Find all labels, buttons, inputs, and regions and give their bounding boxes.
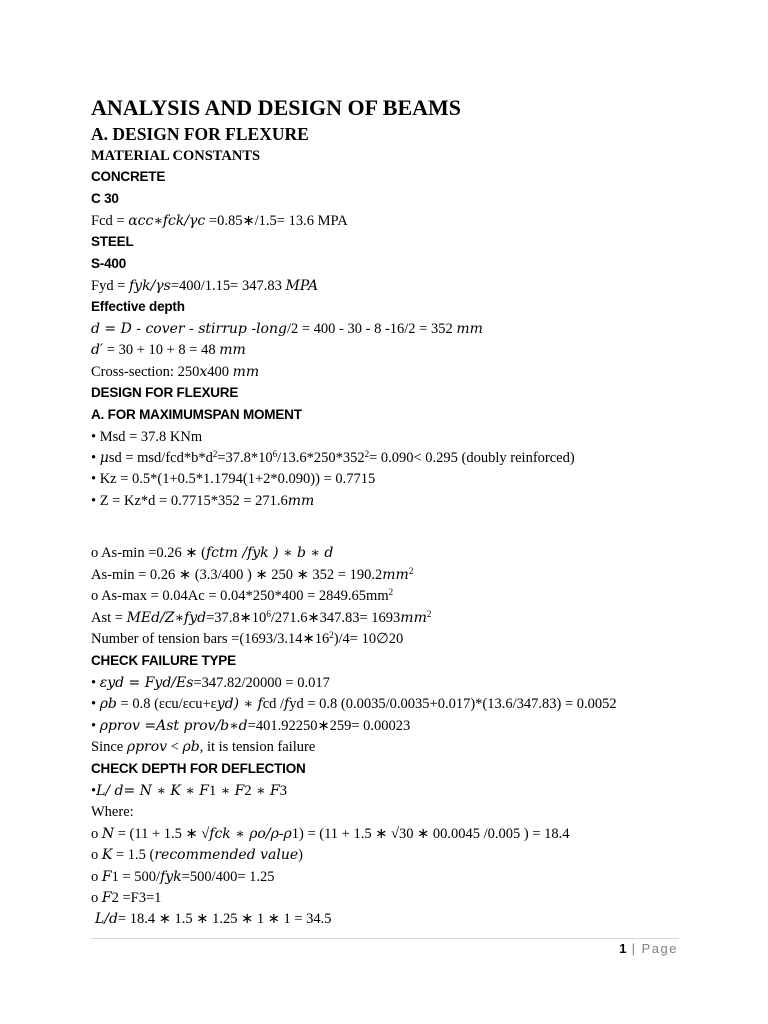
asmin-formula-line: o As-min =0.26 ∗ (fctm /fyk ) ∗ b ∗ d: [91, 545, 334, 561]
heading-s400: S-400: [91, 256, 127, 271]
page-number: 1: [619, 941, 627, 956]
where-line: Where:: [91, 804, 134, 820]
ast-line: Ast = MEd/$Z∗fyd=37.8∗10^6/271.6∗347.83= 1693mm^2$: [91, 609, 432, 626]
mu-line: • μsd = msd/$fcd*b*d^2=37.8*10^6/13.6*250*352^2= 0.090< 0.295$ (doubly reinforced): [91, 449, 575, 466]
section-heading: A. DESIGN FOR FLEXURE: [91, 124, 309, 144]
msd-line: • Msd = 37.8 KNm: [91, 429, 203, 445]
heading-check-depth: CHECK DEPTH FOR DEFLECTION: [91, 761, 306, 776]
ld-formula-line: •L/ d= N ∗ K ∗ F1 ∗ F2 ∗ F3: [91, 783, 287, 799]
epsilon-yd-line: • εyd = Fyd/Es=347.82/20000 = 0.017: [91, 675, 330, 691]
rho-prov-line: • ρprov =Ast prov/b∗d=401.92250∗259= 0.00023: [91, 718, 411, 734]
footer-divider: [91, 938, 679, 939]
fcd-line: Fcd = αcc∗fck/γc =0.85∗/1.5= 13.6 MPA: [91, 213, 348, 229]
asmin-value-line: As-min = 0.26 ∗ (3.3/400 ) ∗ 250 ∗ $352 = 190.2mm^2$: [91, 566, 414, 583]
fyd-line: Fyd = fyk/γs=400/1.15= 347.83 MPA: [91, 278, 319, 294]
z-line: • Z = Kz*d = 0.7715*352 = 271.6mm: [91, 493, 315, 509]
failure-conclusion-line: Since ρprov < ρb, it is tension failure: [91, 739, 316, 755]
f1-line: o F1 = 500/fyk=500/400= 1.25: [91, 869, 275, 885]
heading-design-for-flexure: DESIGN FOR FLEXURE: [91, 385, 239, 400]
heading-c30: C 30: [91, 191, 119, 206]
heading-concrete: CONCRETE: [91, 169, 166, 184]
heading-effective-depth: Effective depth: [91, 299, 185, 314]
page-separator: |: [626, 941, 642, 956]
f2-line: o F2 =F3=1: [91, 890, 162, 906]
heading-material-constants: MATERIAL CONSTANTS: [91, 148, 261, 164]
k-line: o K = 1.5 (recommended value): [91, 847, 303, 863]
page-label: Page: [641, 941, 678, 956]
effective-depth-line: d = D - cover - stirrup -long/2 = 400 - 30 - 8 -16/2 = 352 mm: [91, 321, 483, 337]
kz-line: • Kz = 0.5*(1+0.5*1.1794(1+2*0.090)) = 0.7715: [91, 471, 376, 487]
page-footer: [619, 941, 678, 956]
asmax-line: o $As-\max = 0.04Ac = 0.04*250*400 = 2849.65mm^2$: [91, 587, 394, 604]
heading-check-failure: CHECK FAILURE TYPE: [91, 653, 236, 668]
document-title: ANALYSIS AND DESIGN OF BEAMS: [91, 95, 462, 120]
heading-steel: STEEL: [91, 234, 134, 249]
rho-b-line: • ρb = 0.8 (εcu/εcu+εyd) ∗ fcd /fyd = 0.8 (0.0035/0.0035+0.017)*(13.6/347.83) = 0.0052: [91, 696, 617, 712]
n-line: o N = (11 + 1.5 ∗ √fck ∗ ρo/ρ-ρ1) = (11 + 1.5 ∗ √30 ∗ 00.0045 /0.005 ) = 18.4: [91, 826, 570, 842]
compression-depth-line: d′ = 30 + 10 + 8 = 48 mm: [91, 342, 246, 358]
heading-max-span-moment: A. FOR MAXIMUMSPAN MOMENT: [91, 407, 302, 422]
tension-bars-line: Number of tension bars $=(1693/3.14∗16^2)/4=$ 10∅20: [91, 630, 404, 647]
ld-result-line: L/d= 18.4 ∗ 1.5 ∗ 1.25 ∗ 1 ∗ 1 = 34.5: [95, 911, 332, 927]
cross-section-line: Cross-section: 250x400 mm: [91, 364, 260, 380]
